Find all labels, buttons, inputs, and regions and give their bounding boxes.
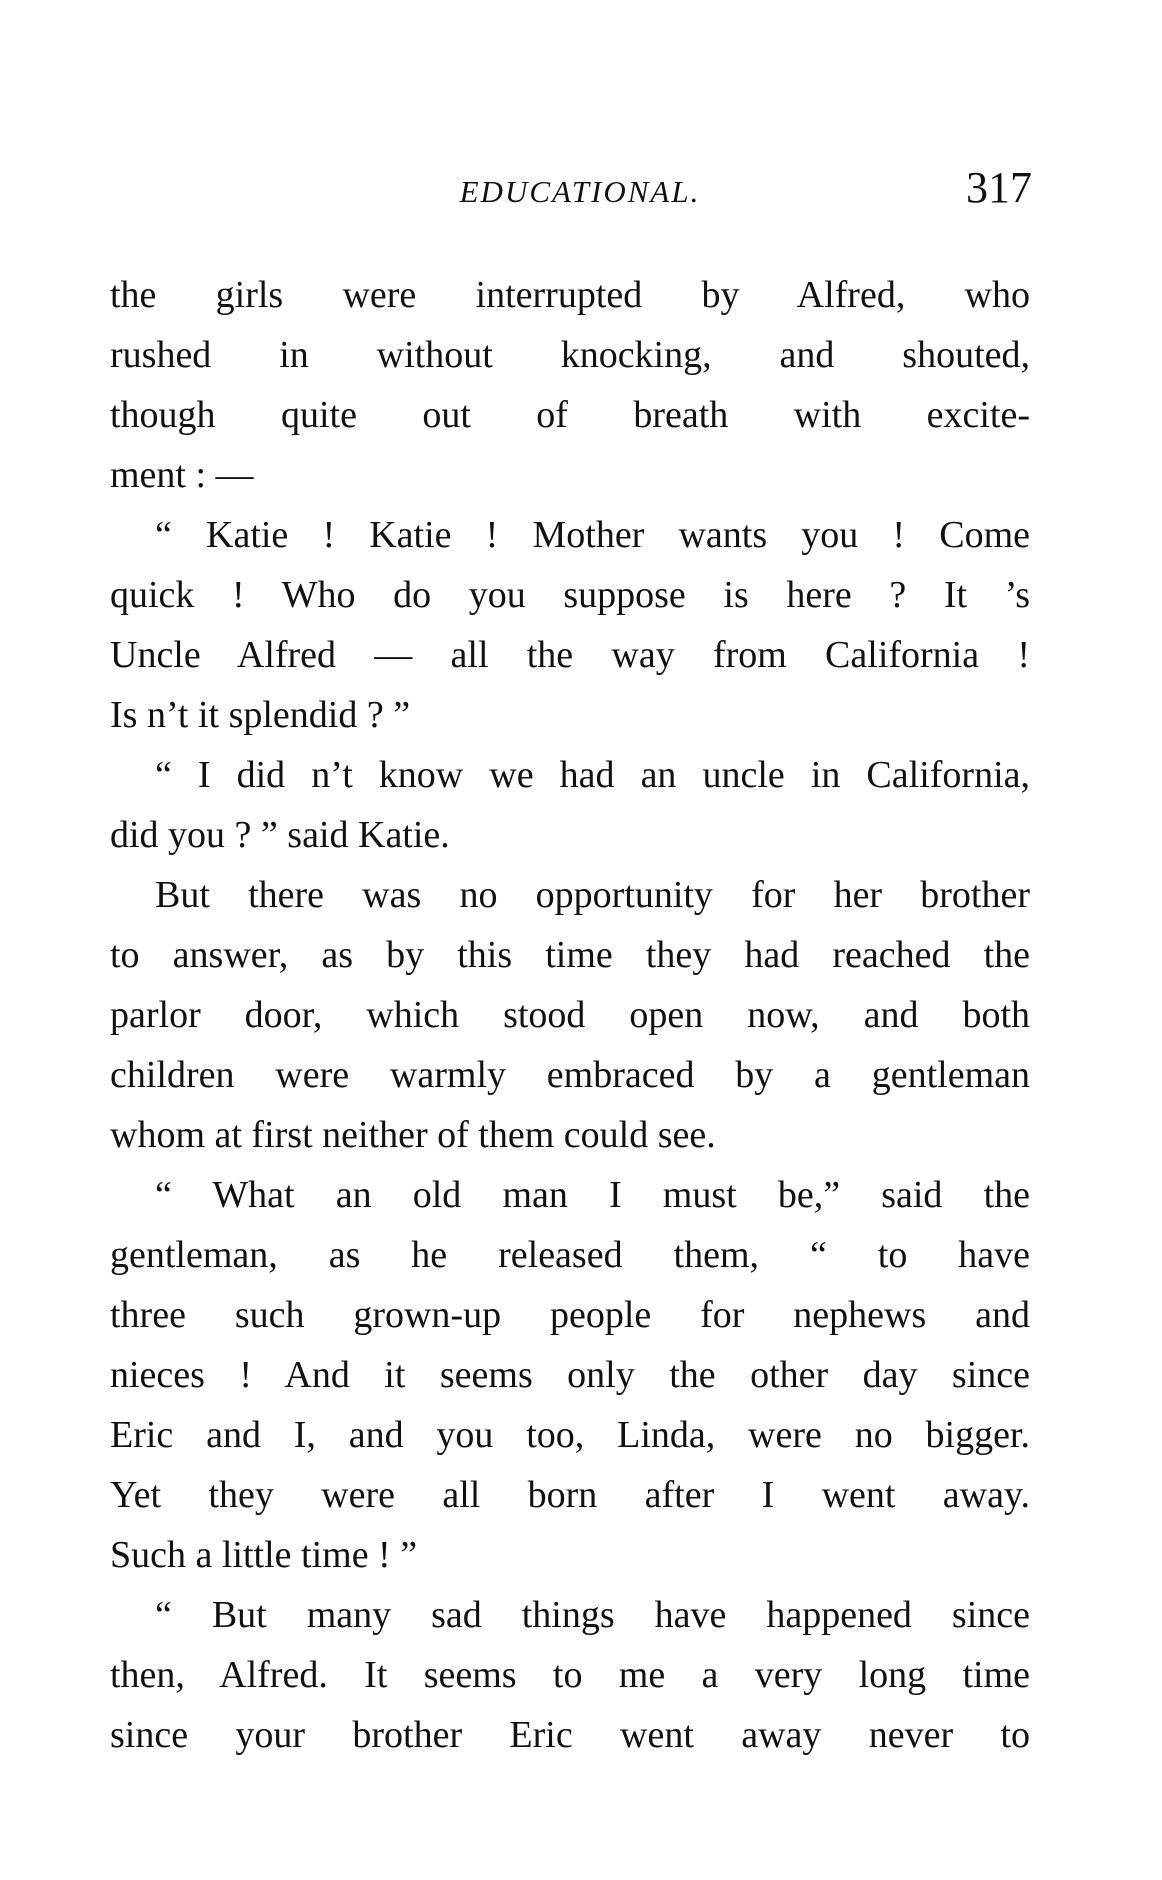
text-line: did you ? ” said Katie. xyxy=(110,814,450,856)
text-line: Eric and I, and you too, Linda, were no bigger. xyxy=(110,1414,1030,1456)
text-line: the girls were interrupted by Alfred, who xyxy=(110,274,1030,316)
text-line: “ Katie ! Katie ! Mother wants you ! Come xyxy=(155,514,1030,556)
text-line: Is n’t it splendid ? ” xyxy=(110,694,411,736)
text-line: parlor door, which stood open now, and both xyxy=(110,994,1030,1036)
text-line: ment : — xyxy=(110,454,254,496)
text-line: Uncle Alfred — all the way from California ! xyxy=(110,634,1030,676)
text-line: since your brother Eric went away never to xyxy=(110,1714,1030,1756)
text-line: rushed in without knocking, and shouted, xyxy=(110,334,1030,376)
text-line: nieces ! And it seems only the other day since xyxy=(110,1354,1030,1396)
text-line: Yet they were all born after I went away. xyxy=(110,1474,1030,1516)
text-line: quick ! Who do you suppose is here ? It ’s xyxy=(110,574,1030,616)
page-number: 317 xyxy=(966,163,1032,212)
text-line: gentleman, as he released them, “ to have xyxy=(110,1234,1030,1276)
running-head: EDUCATIONAL. xyxy=(459,174,701,209)
text-line: But there was no opportunity for her brother xyxy=(155,874,1030,916)
text-line: Such a little time ! ” xyxy=(110,1534,418,1576)
text-line: to answer, as by this time they had reached the xyxy=(110,934,1030,976)
text-line: “ I did n’t know we had an uncle in California, xyxy=(155,754,1030,796)
text-line: three such grown-up people for nephews and xyxy=(110,1294,1030,1336)
text-line: then, Alfred. It seems to me a very long time xyxy=(110,1654,1030,1696)
text-line: though quite out of breath with excite- xyxy=(110,394,1030,436)
text-line: whom at first neither of them could see. xyxy=(110,1114,716,1156)
text-line: “ What an old man I must be,” said the xyxy=(155,1174,1030,1216)
page-header xyxy=(110,162,1050,222)
body-text xyxy=(110,265,1030,1765)
text-line: “ But many sad things have happened since xyxy=(155,1594,1030,1636)
text-line: children were warmly embraced by a gentleman xyxy=(110,1054,1030,1096)
